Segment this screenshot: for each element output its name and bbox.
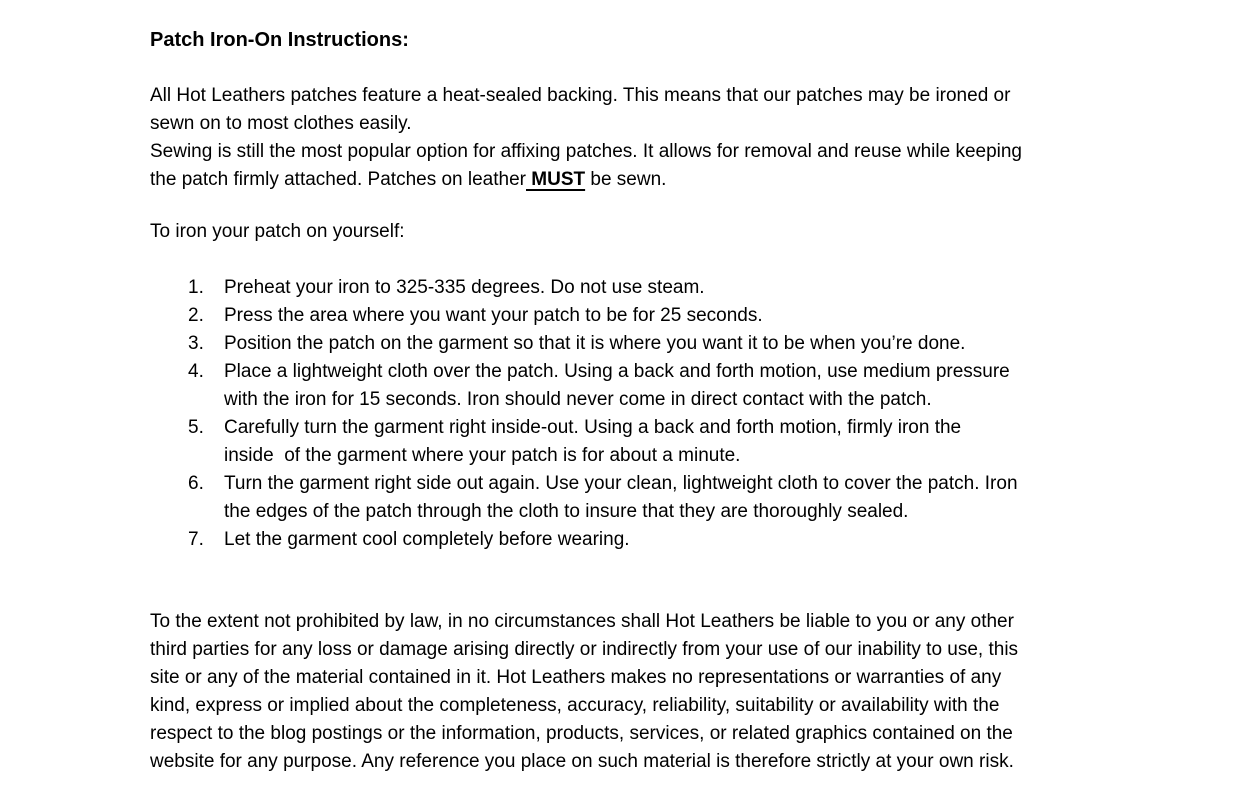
list-item xyxy=(150,302,1240,330)
list-item-number: 3. xyxy=(188,333,204,354)
paragraph-line xyxy=(150,166,1240,194)
list-item-number: 6. xyxy=(188,473,204,494)
list-item-line: Let the garment cool completely before wearing. xyxy=(224,529,630,550)
list-item xyxy=(150,330,1240,358)
paragraph-line: website for any purpose. Any reference you place on such material is therefore strictly at your own risk. xyxy=(150,751,1014,772)
paragraph-line: To the extent not prohibited by law, in no circumstances shall Hot Leathers be liable to you or any other xyxy=(150,611,1014,632)
list-item-line: Press the area where you want your patch to be for 25 seconds. xyxy=(224,305,763,326)
disclaimer-paragraph xyxy=(150,608,1240,776)
paragraph-line: respect to the blog postings or the information, products, services, or related graphics contained on the xyxy=(150,723,1013,744)
paragraph-line: Sewing is still the most popular option for affixing patches. It allows for removal and reuse while keeping xyxy=(150,141,1022,162)
list-item-number: 2. xyxy=(188,305,204,326)
list-item-line: Place a lightweight cloth over the patch. Using a back and forth motion, use medium pressure xyxy=(224,361,1010,382)
list-item-text xyxy=(224,274,1240,302)
list-item-line: the edges of the patch through the cloth to insure that they are thoroughly sealed. xyxy=(224,501,909,522)
paragraph-line: third parties for any loss or damage arising directly or indirectly from your use of our inability to use, this xyxy=(150,639,1019,660)
list-item-text xyxy=(224,526,1240,554)
paragraph-line: All Hot Leathers patches feature a heat-sealed backing. This means that our patches may be ironed or xyxy=(150,85,1011,106)
instruction-list xyxy=(150,274,1240,554)
list-item-text xyxy=(224,358,1240,414)
list-item xyxy=(150,358,1240,414)
paragraph-line: kind, express or implied about the completeness, accuracy, reliability, suitability or availability with the xyxy=(150,695,1000,716)
paragraph-line: site or any of the material contained in it. Hot Leathers makes no representations or warranties of any xyxy=(150,667,1002,688)
intro-paragraph xyxy=(150,82,1240,194)
list-item-text xyxy=(224,470,1240,526)
list-item-text xyxy=(224,330,1240,358)
list-item-text xyxy=(224,414,1240,470)
must-emphasis: MUST xyxy=(526,169,586,190)
list-item-line: Position the patch on the garment so that it is where you want it to be when you’re done. xyxy=(224,333,966,354)
list-item-line: Turn the garment right side out again. Use your clean, lightweight cloth to cover the patch. Iron xyxy=(224,473,1018,494)
list-item-line: with the iron for 15 seconds. Iron should never come in direct contact with the patch. xyxy=(224,389,932,410)
list-item-line: Preheat your iron to 325-335 degrees. Do not use steam. xyxy=(224,277,705,298)
page-title: Patch Iron-On Instructions: xyxy=(150,29,409,51)
list-item xyxy=(150,470,1240,526)
paragraph-text: be sewn. xyxy=(585,169,667,190)
list-item-number: 5. xyxy=(188,417,204,438)
list-item xyxy=(150,274,1240,302)
list-item xyxy=(150,414,1240,470)
list-item-number: 4. xyxy=(188,361,204,382)
paragraph-text: the patch firmly attached. Patches on leather xyxy=(150,169,526,190)
paragraph-line: sewn on to most clothes easily. xyxy=(150,113,412,134)
list-item-text xyxy=(224,302,1240,330)
list-item-line: inside of the garment where your patch is for about a minute. xyxy=(224,445,741,466)
list-item-line: Carefully turn the garment right inside-out. Using a back and forth motion, firmly iron the xyxy=(224,417,962,438)
list-item-number: 7. xyxy=(188,529,204,550)
section-heading: To iron your patch on yourself: xyxy=(150,221,405,242)
list-item xyxy=(150,526,1240,554)
list-item-number: 1. xyxy=(188,277,204,298)
